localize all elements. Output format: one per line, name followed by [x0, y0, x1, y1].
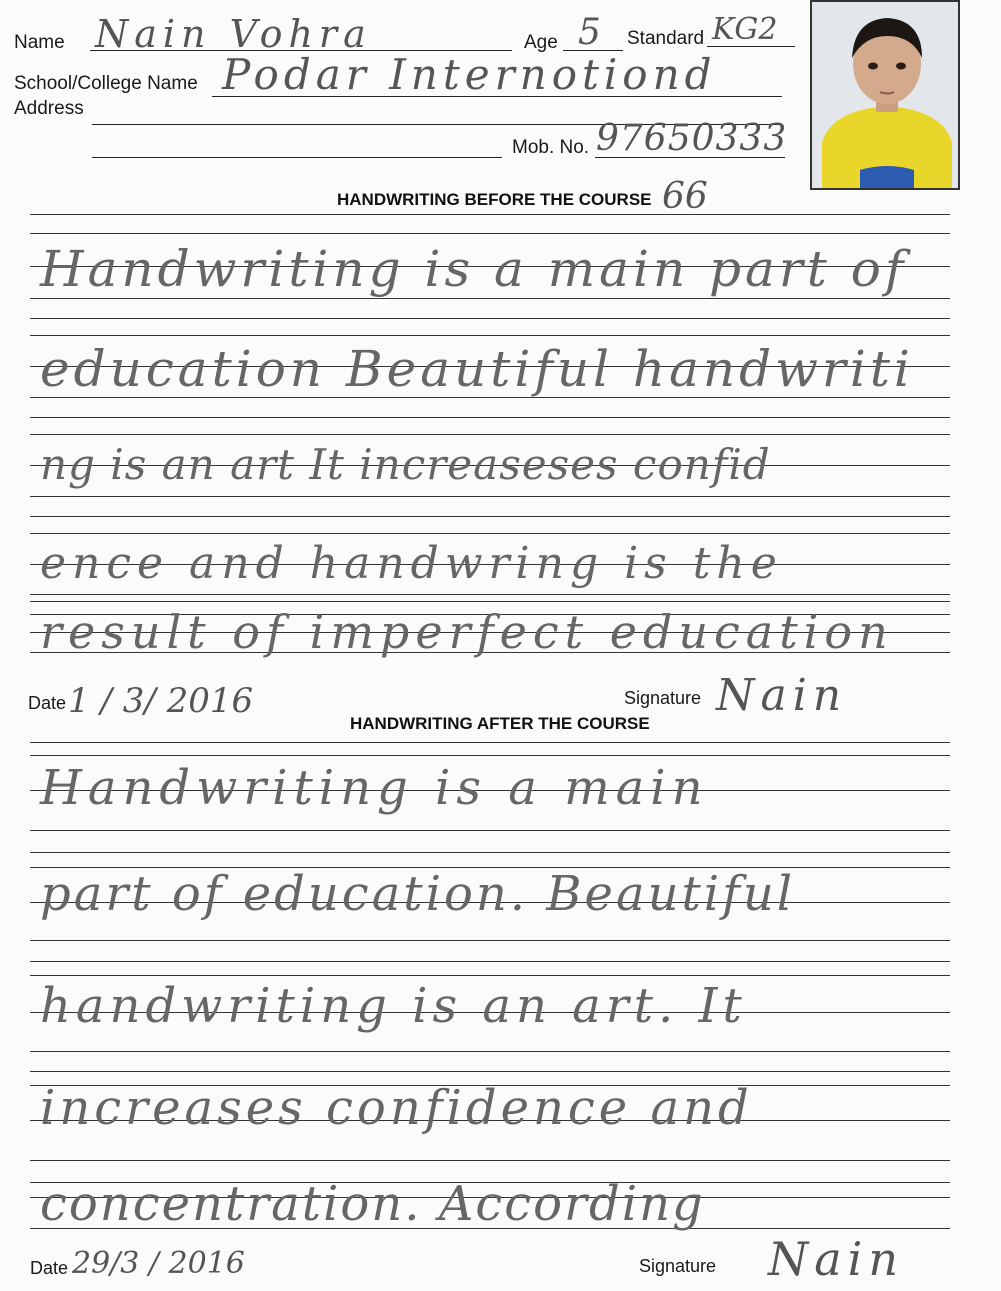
before-date-label: Date — [28, 693, 67, 713]
student-portrait-icon — [812, 2, 960, 190]
school-value[interactable]: Podar Internotiond — [222, 50, 717, 99]
before-date-value: 1 / 3/ 2016 — [68, 681, 254, 721]
standard-value[interactable]: KG2 — [712, 12, 778, 47]
after-signature-value: Nain — [768, 1232, 905, 1286]
after-line-1: Handwriting is a main — [40, 760, 709, 816]
after-date-value: 29/3 / 2016 — [72, 1246, 245, 1281]
address-underline-2 — [92, 157, 502, 158]
standard-label: Standard — [627, 28, 705, 49]
name-value[interactable]: Nain Vohra — [95, 12, 372, 56]
after-line-5: concentration. According — [40, 1176, 705, 1232]
after-date-label: Date — [30, 1258, 69, 1278]
after-line-3: handwriting is an art. It — [40, 978, 747, 1034]
address-label: Address — [14, 98, 84, 119]
before-signature-label: Signature — [624, 688, 702, 708]
name-label: Name — [14, 32, 65, 53]
before-line-1: Handwriting is a main part of — [40, 240, 908, 298]
before-score: 66 — [662, 176, 708, 217]
age-value[interactable]: 5 — [578, 12, 601, 53]
before-line-4: ence and handwring is the — [40, 538, 783, 589]
age-label: Age — [524, 32, 558, 53]
school-label: School/College Name — [14, 73, 198, 94]
after-heading: HANDWRITING AFTER THE COURSE — [350, 714, 650, 733]
after-line-4: increases confidence and — [40, 1080, 753, 1136]
mobile-value[interactable]: 97650333 — [596, 118, 788, 159]
before-line-5: result of imperfect education — [40, 605, 894, 659]
before-signature-value: Nain — [716, 670, 848, 721]
before-heading: HANDWRITING BEFORE THE COURSE — [337, 190, 652, 209]
after-signature-label: Signature — [639, 1256, 717, 1276]
before-line-3: ng is an art It increaseses confid — [40, 440, 771, 489]
student-photo — [810, 0, 960, 190]
mobile-label: Mob. No. — [512, 137, 590, 158]
before-line-2: education Beautiful handwriti — [40, 340, 914, 398]
after-line-2: part of education. Beautiful — [40, 866, 796, 922]
